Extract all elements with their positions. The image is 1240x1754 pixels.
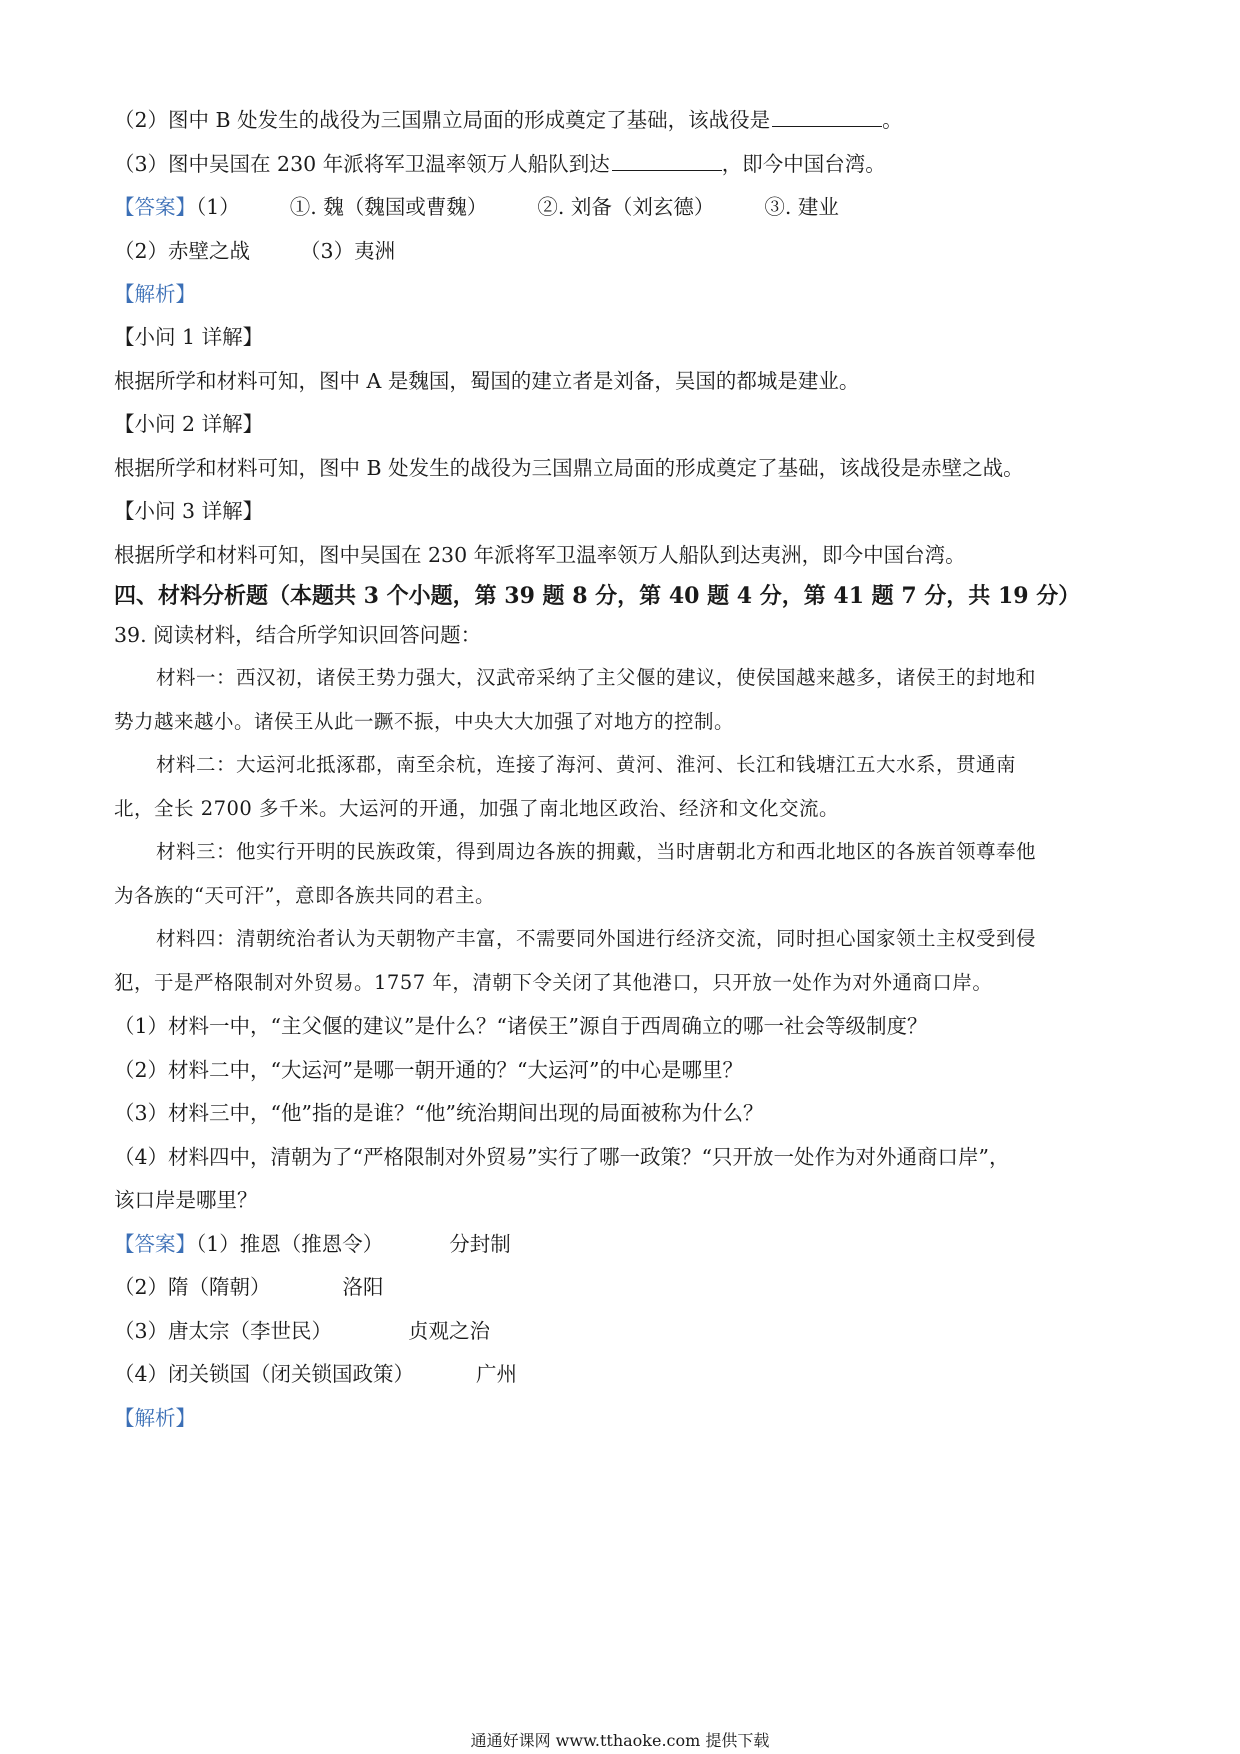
sub-question-2: （2）材料二中，“大运河”是哪一朝开通的？“大运河”的中心是哪里？ xyxy=(114,1058,743,1082)
q2-end: 。 xyxy=(882,108,903,132)
answer-2: （2）赤壁之战 xyxy=(114,239,251,263)
answer-1c: ③. 建业 xyxy=(764,195,839,219)
answer-39-row-4 xyxy=(114,1360,517,1388)
material-2-line-2: 北，全长 2700 多千米。大运河的开通，加强了南北地区政治、经济和文化交流。 xyxy=(114,797,840,820)
question-39: 39. 阅读材料，结合所学知识回答问题： xyxy=(114,623,482,647)
answer-blank xyxy=(772,106,882,127)
answer-39-3a: （3）唐太宗（李世民） xyxy=(114,1319,333,1343)
question-3 xyxy=(114,150,886,178)
sub2-text: 根据所学和材料可知，图中 B 处发生的战役为三国鼎立局面的形成奠定了基础，该战役是赤壁之战。 xyxy=(114,456,1024,480)
material-1-line-2: 势力越来越小。诸侯王从此一蹶不振，中央大大加强了对地方的控制。 xyxy=(114,710,735,733)
q3-end: ，即今中国台湾。 xyxy=(721,152,886,176)
answer-blank xyxy=(612,150,722,171)
answer-3: （3）夷洲 xyxy=(300,239,396,263)
sub1-text: 根据所学和材料可知，图中 A 是魏国，蜀国的建立者是刘备，吴国的都城是建业。 xyxy=(114,369,860,393)
material-4-line-2: 犯，于是严格限制对外贸易。1757 年，清朝下令关闭了其他港口，只开放一处作为对外通商口岸。 xyxy=(114,971,993,994)
sub-question-3: （3）材料三中，“他”指的是谁？“他”统治期间出现的局面被称为什么？ xyxy=(114,1101,764,1125)
q3-text: （3）图中吴国在 230 年派将军卫温率领万人船队到达 xyxy=(114,152,610,176)
material-2-line-1: 材料二：大运河北抵涿郡，南至余杭，连接了海河、黄河、淮河、长江和钱塘江五大水系，贯通南 xyxy=(156,753,1017,776)
sub3-title: 【小问 3 详解】 xyxy=(114,499,264,523)
answer-tag: 【答案】 xyxy=(114,1232,196,1256)
sub1-title: 【小问 1 详解】 xyxy=(114,325,264,349)
section-heading: 四、材料分析题（本题共 3 个小题，第 39 题 8 分，第 40 题 4 分，第 41 题 7 分，共 19 分） xyxy=(114,583,1081,609)
answer-1b: ②. 刘备（刘玄德） xyxy=(537,195,715,219)
sub-question-4-line-2: 该口岸是哪里？ xyxy=(114,1188,258,1212)
answer-num: （1） xyxy=(196,195,240,219)
answer-39-row-1 xyxy=(114,1230,511,1258)
page-footer: 通通好课网 www.tthaoke.com 提供下载 xyxy=(470,1731,770,1750)
material-4-line-1: 材料四：清朝统治者认为天朝物产丰富，不需要同外国进行经济交流，同时担心国家领土主权受到侵 xyxy=(156,927,1037,950)
sub3-text: 根据所学和材料可知，图中吴国在 230 年派将军卫温率领万人船队到达夷洲，即今中国台湾。 xyxy=(114,543,966,567)
analysis-heading-2: 【解析】 xyxy=(114,1406,196,1430)
answer-39-2a: （2）隋（隋朝） xyxy=(114,1275,271,1299)
sub-question-1: （1）材料一中，“主父偃的建议”是什么？“诸侯王”源自于西周确立的哪一社会等级制度？ xyxy=(114,1014,928,1038)
analysis-heading: 【解析】 xyxy=(114,282,196,306)
answer-39-4a: （4）闭关锁国（闭关锁国政策） xyxy=(114,1362,415,1386)
answer-39-row-2 xyxy=(114,1273,384,1301)
material-3-line-2: 为各族的“天可汗”，意即各族共同的君主。 xyxy=(114,884,495,907)
answer-1a: ①. 魏（魏国或曹魏） xyxy=(289,195,488,219)
q2-text: （2）图中 B 处发生的战役为三国鼎立局面的形成奠定了基础，该战役是 xyxy=(114,108,771,132)
answer-39-4b: 广州 xyxy=(476,1362,518,1386)
sub2-title: 【小问 2 详解】 xyxy=(114,412,264,436)
answer-39-3b: 贞观之治 xyxy=(408,1319,491,1343)
answer-tag: 【答案】 xyxy=(114,195,196,219)
answer-row-1 xyxy=(114,193,839,221)
answer-39-1a: （1）推恩（推恩令） xyxy=(196,1232,384,1256)
question-2 xyxy=(114,106,903,134)
answer-39-1b: 分封制 xyxy=(449,1232,511,1256)
sub-question-4-line-1: （4）材料四中，清朝为了“严格限制对外贸易”实行了哪一政策？“只开放一处作为对外通商口岸”， xyxy=(114,1145,1010,1169)
answer-39-row-3 xyxy=(114,1317,490,1345)
material-1-line-1: 材料一：西汉初，诸侯王势力强大，汉武帝采纳了主父偃的建议，使侯国越来越多，诸侯王的封地和 xyxy=(156,666,1037,689)
answer-39-2b: 洛阳 xyxy=(342,1275,384,1299)
material-3-line-1: 材料三：他实行开明的民族政策，得到周边各族的拥戴，当时唐朝北方和西北地区的各族首领尊奉他 xyxy=(156,840,1037,863)
answer-row-2 xyxy=(114,237,395,265)
